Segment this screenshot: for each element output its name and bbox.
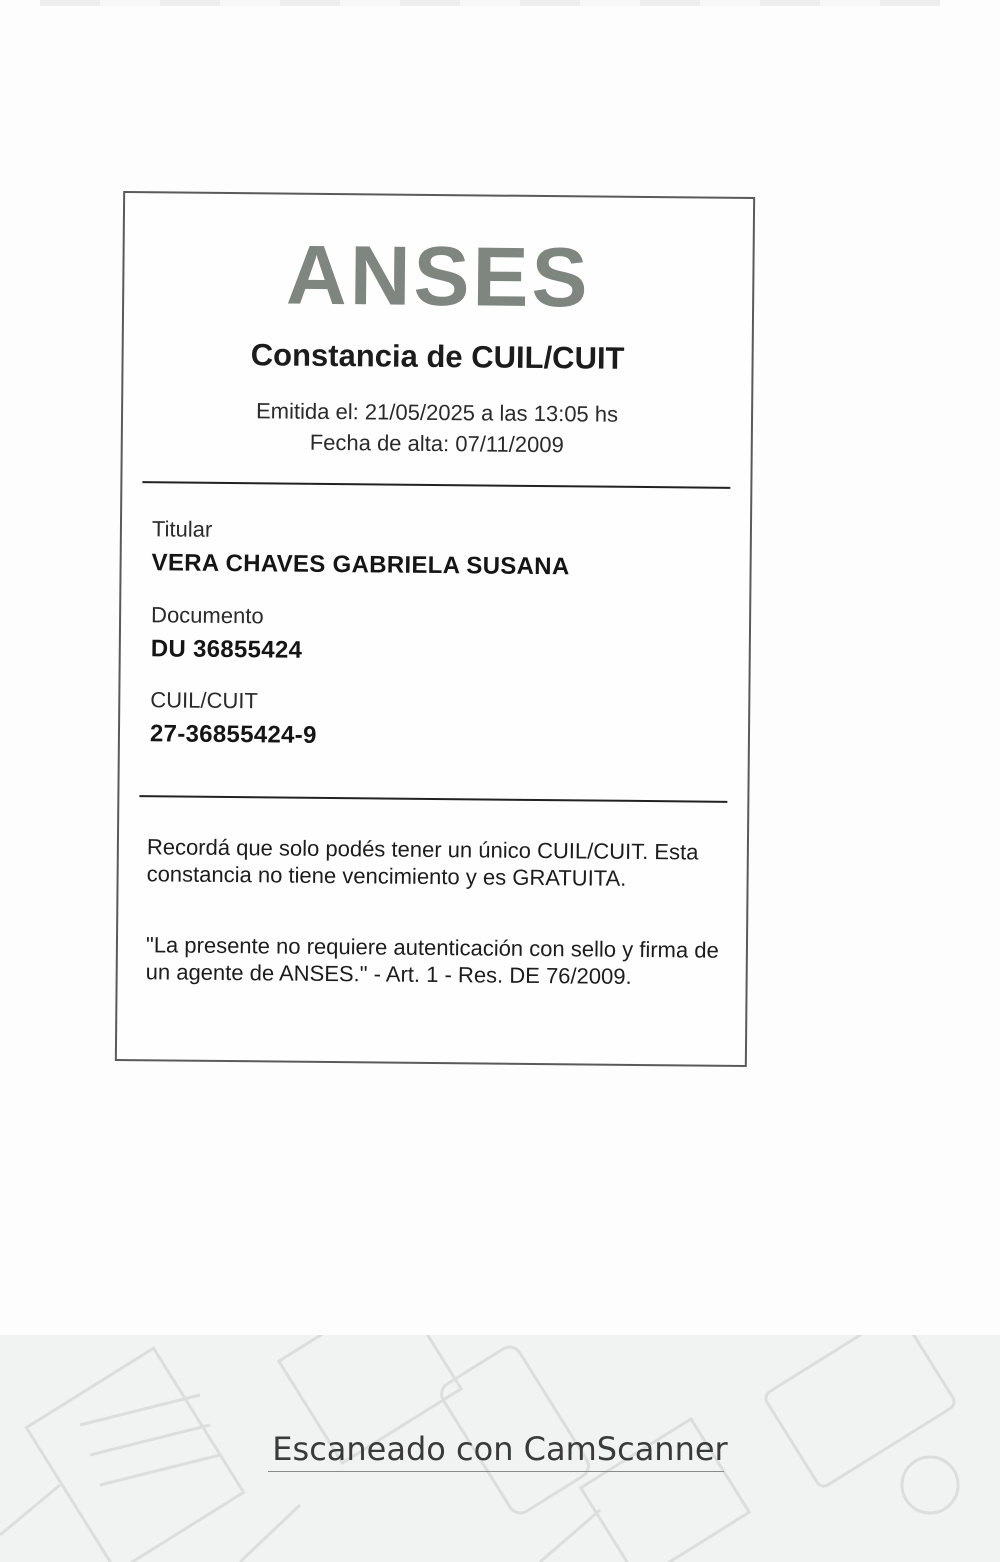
- holder-name: VERA CHAVES GABRIELA SUSANA: [151, 549, 570, 581]
- document-value: DU 36855424: [150, 635, 303, 664]
- cuil-value: 27-36855424-9: [149, 720, 317, 749]
- issued-date: Emitida el: 21/05/2025 a las 13:05 hs: [255, 398, 619, 427]
- notice-legal: "La presente no requiere autenticación con sello y firma de un agente de ANSES." - Art. 1 - Res. DE 76/2009.: [145, 932, 719, 989]
- watermark-underline: [268, 1471, 724, 1472]
- anses-logo: ANSES: [285, 227, 592, 325]
- cuil-label: CUIL/CUIT: [150, 687, 258, 714]
- camscanner-footer: [0, 1335, 1000, 1562]
- scan-top-edge: [40, 0, 940, 6]
- holder-label: Titular: [151, 516, 213, 542]
- registration-date: Fecha de alta: 07/11/2009: [309, 429, 564, 458]
- divider-bottom: [139, 795, 727, 803]
- camscanner-watermark: Escaneado con CamScanner: [272, 1430, 728, 1468]
- cuil-certificate: [115, 191, 755, 1067]
- notice-single-cuil: Recordá que solo podés tener un único CUIL/CUIT. Esta constancia no tiene vencimiento y es GRATUITA.: [146, 834, 699, 891]
- divider-top: [142, 481, 730, 489]
- document-label: Documento: [151, 602, 264, 629]
- certificate-title: Constancia de CUIL/CUIT: [250, 337, 625, 376]
